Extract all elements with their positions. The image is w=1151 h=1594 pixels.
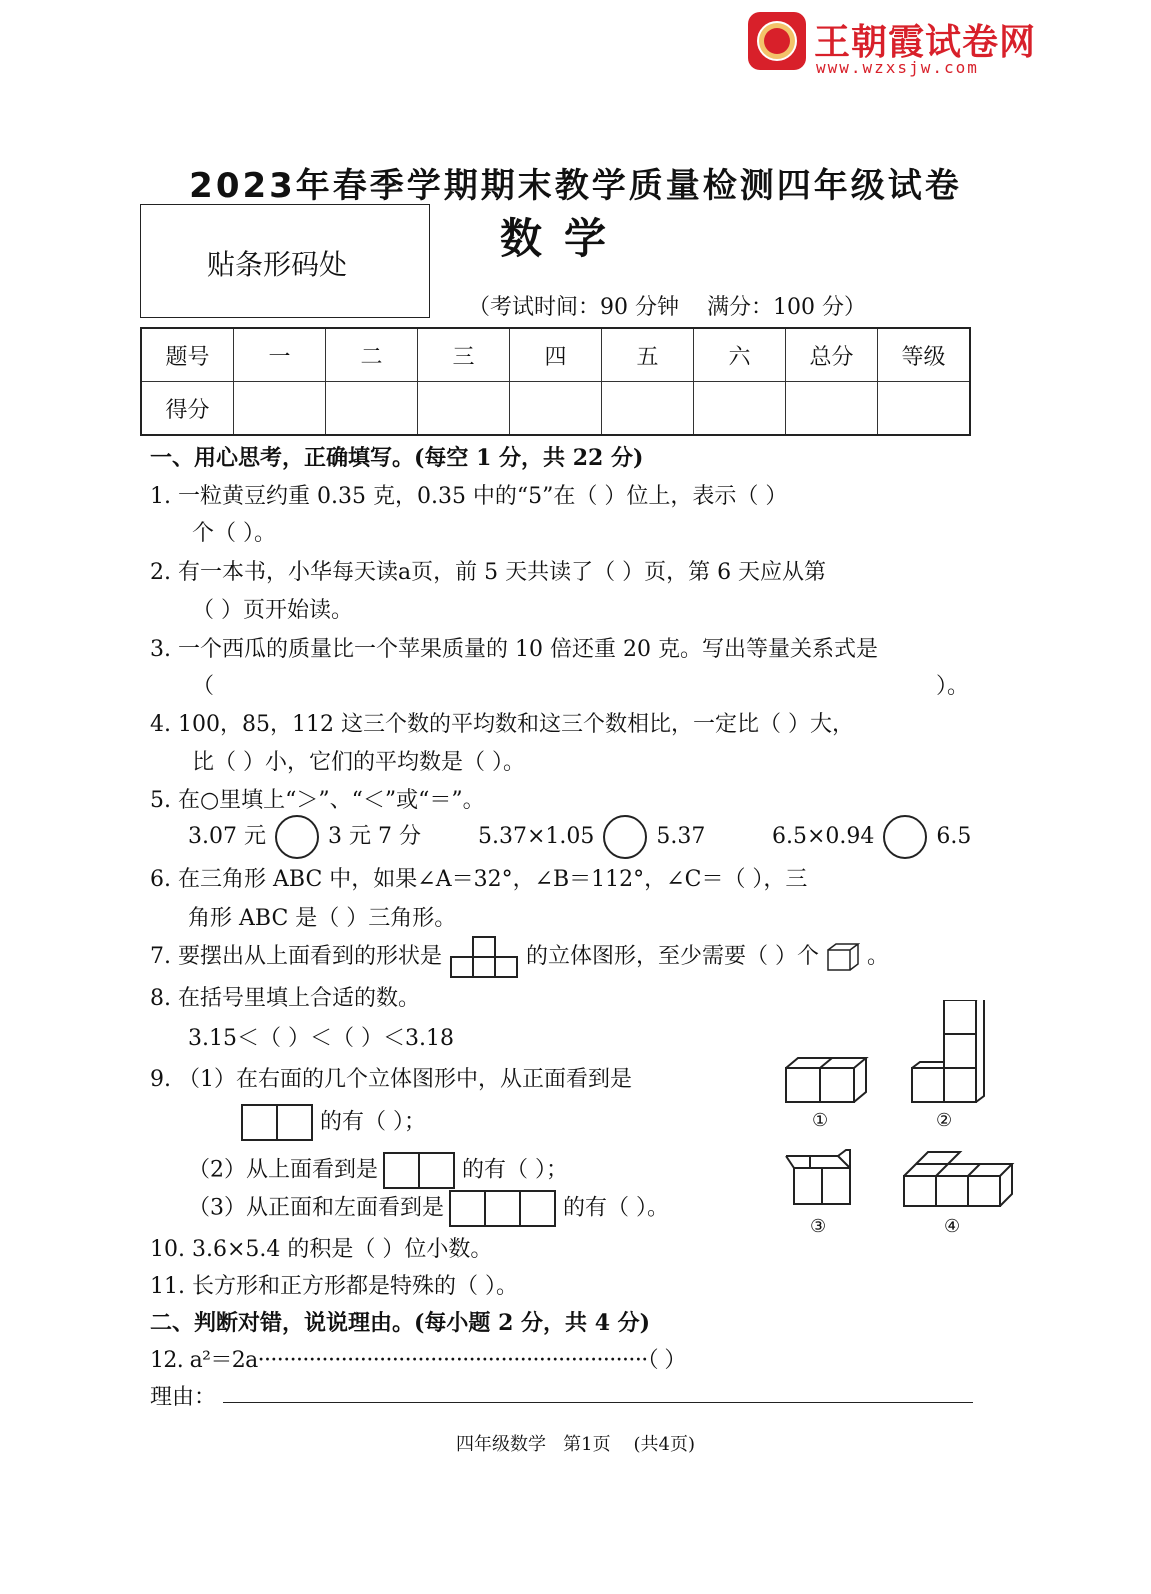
figure-label-3: ③ — [810, 1216, 827, 1237]
question-1-line1: 1. 一粒黄豆约重 0.35 克，0.35 中的“5”在（ ）位上，表示（ ） — [150, 484, 788, 509]
score-cell: 五 — [602, 328, 694, 382]
figure-1-icon — [786, 1058, 866, 1102]
compare-right: 5.37 — [656, 824, 706, 849]
compare-circle[interactable] — [603, 815, 647, 859]
question-7-post: 的立体图形，至少需要（ ）个 — [525, 944, 819, 969]
score-cell: 四 — [510, 328, 602, 382]
three-squares-icon — [451, 1190, 556, 1227]
figure-label-1: ① — [812, 1110, 829, 1131]
exam-info: （考试时间：90 分钟 满分：100 分） — [468, 295, 866, 320]
compare-circle[interactable] — [275, 815, 319, 859]
score-table-header-row — [141, 328, 970, 382]
exam-title: 2023年春季学期期末教学质量检测四年级试卷 — [189, 166, 962, 206]
score-cell: 六 — [694, 328, 786, 382]
question-11: 11. 长方形和正方形都是特殊的（ ）。 — [150, 1274, 518, 1299]
page-footer: 四年级数学 第1页 (共4页) — [455, 1434, 695, 1455]
top-view-two-squares-icon — [385, 1152, 455, 1189]
question-5-item-2 — [478, 815, 705, 859]
question-9-part2 — [188, 1152, 568, 1189]
question-10: 10. 3.6×5.4 的积是（ ）位小数。 — [150, 1237, 493, 1262]
front-view-two-squares-icon — [243, 1104, 313, 1141]
score-cell: 等级 — [878, 328, 971, 382]
logo-url: www.wzxsjw.com — [816, 58, 979, 77]
score-cell: 二 — [326, 328, 418, 382]
question-1-line2: 个（ ）。 — [192, 521, 276, 546]
logo-name: 王朝霞试卷网 — [814, 22, 1037, 63]
question-9-part2-pre: （2）从上面看到是 — [188, 1157, 378, 1183]
barcode-label: 贴条形码处 — [207, 248, 348, 281]
compare-left: 6.5×0.94 — [772, 824, 875, 849]
question-2-line2: （ ）页开始读。 — [192, 598, 353, 623]
score-cell: 题号 — [141, 328, 234, 382]
compare-right: 6.5 — [936, 824, 972, 849]
score-table-score-row — [141, 382, 970, 436]
question-9-part2-post: 的有（ ）； — [462, 1157, 568, 1183]
question-9-part3-post: 的有（ ）。 — [563, 1195, 669, 1221]
question-9-part1: 9. （1）在右面的几个立体图形中，从正面看到是 — [150, 1067, 632, 1092]
question-5-item-1 — [188, 815, 421, 859]
figure-label-4: ④ — [944, 1216, 961, 1237]
question-7-end: 。 — [866, 944, 889, 969]
score-cell: 三 — [418, 328, 510, 382]
compare-circle[interactable] — [883, 815, 927, 859]
question-4-line2: 比（ ）小，它们的平均数是（ ）。 — [192, 750, 525, 775]
compare-left: 3.07 元 — [188, 824, 266, 849]
score-input-cell[interactable] — [878, 382, 971, 436]
question-4-line1: 4. 100，85，112 这三个数的平均数和这三个数相比，一定比（ ）大， — [150, 712, 854, 737]
score-input-cell[interactable] — [234, 382, 326, 436]
question-6-line2: 角形 ABC 是（ ）三角形。 — [188, 906, 457, 931]
reason-label: 理由： — [150, 1385, 217, 1410]
score-input-cell[interactable] — [694, 382, 786, 436]
question-3-close: ）。 — [936, 674, 970, 699]
figure-3-icon — [786, 1150, 850, 1204]
reason-answer-line[interactable] — [223, 1402, 973, 1403]
exam-subject: 数学 — [500, 214, 629, 263]
score-input-cell[interactable] — [418, 382, 510, 436]
top-view-shape-icon — [449, 935, 519, 979]
question-7-pre: 7. 要摆出从上面看到的形状是 — [150, 944, 442, 969]
question-9-part3-pre: （3）从正面和左面看到是 — [188, 1195, 444, 1221]
score-input-cell[interactable] — [602, 382, 694, 436]
score-input-cell[interactable] — [326, 382, 418, 436]
compare-right: 3 元 7 分 — [327, 824, 421, 849]
question-9-part1-answer — [243, 1104, 426, 1141]
score-input-cell[interactable] — [786, 382, 878, 436]
score-cell: 一 — [234, 328, 326, 382]
question-3-open: （ — [192, 674, 215, 699]
figure-2-icon — [912, 1000, 984, 1102]
question-6-line1: 6. 在三角形 ABC 中，如果∠A＝32°，∠B＝112°，∠C＝（ ），三 — [150, 867, 808, 892]
site-logo — [748, 12, 1048, 76]
figure-4-icon — [904, 1152, 1012, 1206]
question-5: 5. 在○里填上“＞”、“＜”或“＝”。 — [150, 788, 485, 813]
question-9-part1-text: 的有（ ）； — [320, 1109, 426, 1135]
figure-label-2: ② — [936, 1110, 953, 1131]
cube-icon — [826, 942, 860, 972]
section1-heading: 一、用心思考，正确填写。(每空 1 分，共 22 分) — [150, 445, 644, 471]
barcode-area — [140, 204, 430, 318]
question-8: 8. 在括号里填上合适的数。 — [150, 986, 420, 1011]
question-3-line1: 3. 一个西瓜的质量比一个苹果质量的 10 倍还重 20 克。写出等量关系式是 — [150, 637, 878, 662]
compare-left: 5.37×1.05 — [478, 824, 595, 849]
score-cell: 得分 — [141, 382, 234, 436]
question-2-line1: 2. 有一本书，小华每天读a页，前 5 天共读了（ ）页，第 6 天应从第 — [150, 560, 827, 585]
score-input-cell[interactable] — [510, 382, 602, 436]
logo-badge-icon — [748, 12, 806, 70]
question-7 — [150, 935, 889, 979]
section2-heading: 二、判断对错，说说理由。(每小题 2 分，共 4 分) — [150, 1310, 651, 1336]
question-12: 12. a²＝2a·····························································（ ） — [150, 1348, 686, 1373]
score-cell: 总分 — [786, 328, 878, 382]
question-9-part3 — [188, 1190, 669, 1227]
score-table — [140, 327, 971, 436]
question-8-line2: 3.15＜（ ）＜（ ）＜3.18 — [188, 1026, 454, 1051]
question-5-item-3 — [772, 815, 971, 859]
